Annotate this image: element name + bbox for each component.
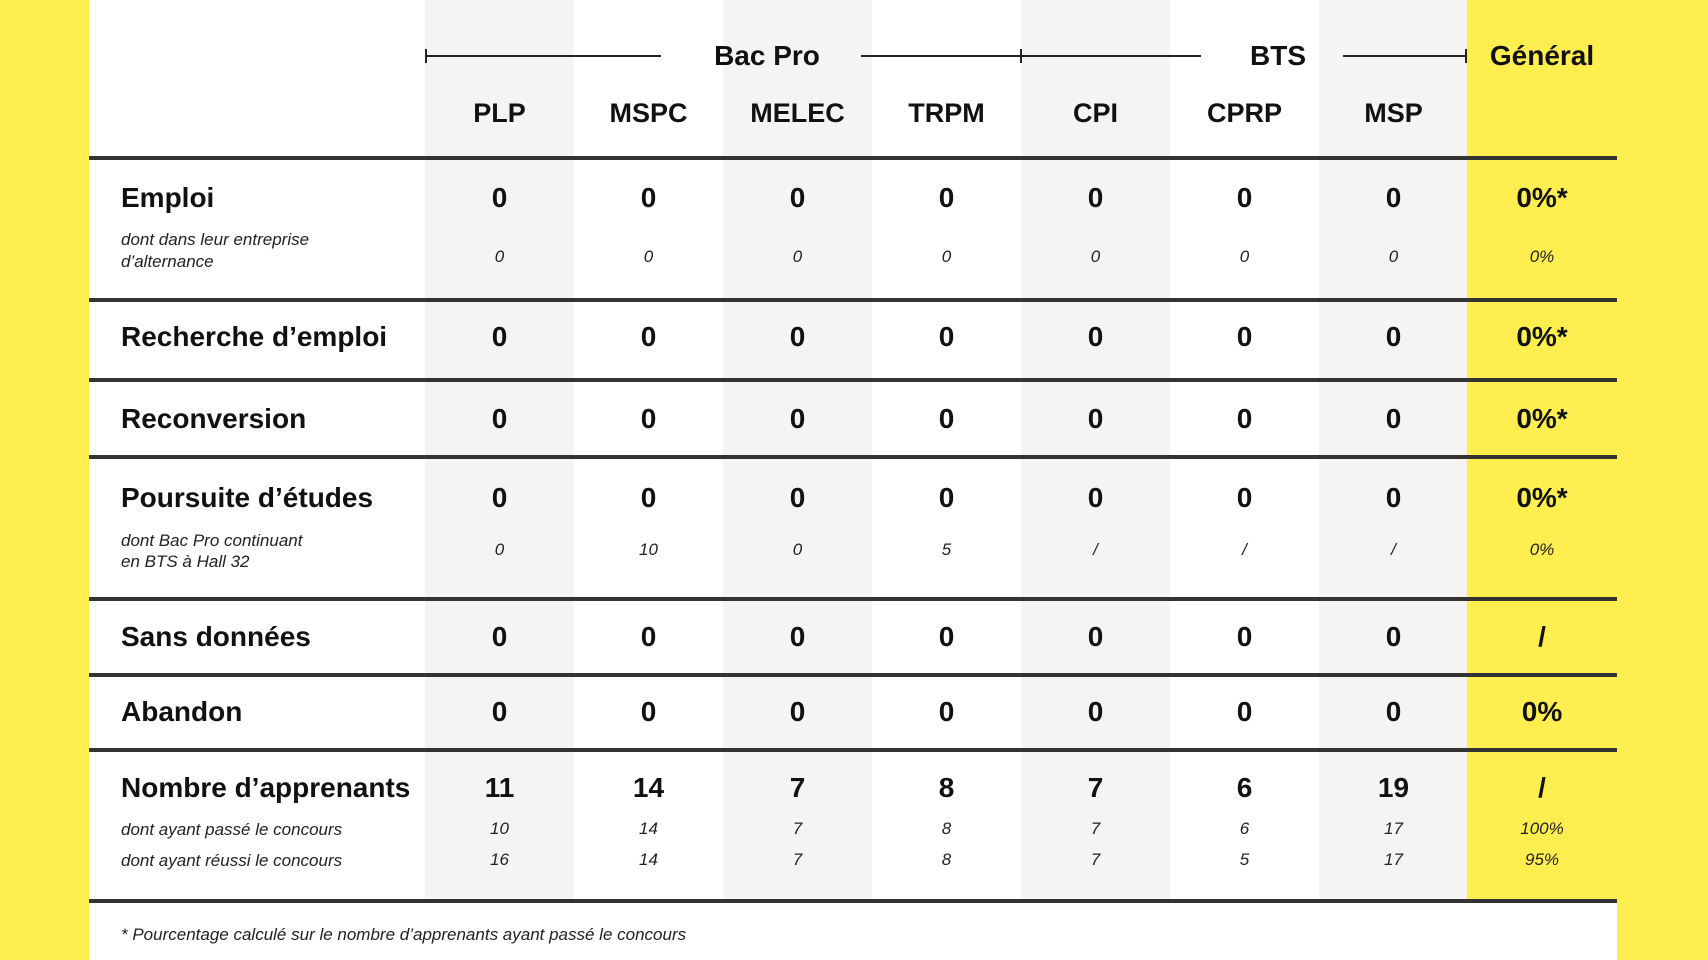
value-cell: 0 (1236, 621, 1253, 652)
value-cell: 0 (1385, 321, 1402, 352)
value-cell: 0 (1087, 621, 1104, 652)
column-shade-cpi (1021, 0, 1170, 901)
value-cell: 7 (789, 772, 806, 803)
sub-value-cell: 8 (941, 850, 952, 869)
sub-value-cell: 0 (643, 247, 654, 266)
value-cell: 0 (1087, 321, 1104, 352)
value-cell: 0 (640, 621, 657, 652)
value-cell: 0 (789, 182, 806, 213)
value-cell: 0 (1087, 482, 1104, 513)
value-cell: 0 (938, 182, 955, 213)
value-cell: 0 (938, 321, 955, 352)
footnote: * Pourcentage calculé sur le nombre d’apprenants ayant passé le concours (121, 925, 687, 944)
value-cell: 0 (640, 696, 657, 727)
value-cell: 6 (1236, 772, 1253, 803)
value-cell: 0 (1385, 621, 1402, 652)
sub-value-cell: 17 (1384, 819, 1403, 838)
row-label: Reconversion (121, 403, 307, 434)
row-sub-label: en BTS à Hall 32 (121, 552, 250, 571)
sub-value-cell: 10 (639, 540, 658, 559)
sub-value-cell: 14 (639, 819, 658, 838)
sub-value-cell: 0 (792, 540, 803, 559)
value-cell: 0 (789, 482, 806, 513)
bts-line-right (1343, 55, 1467, 57)
row-label: Emploi (121, 182, 215, 213)
row-divider (89, 378, 1617, 382)
row-label: Nombre d’apprenants (121, 772, 411, 803)
general-sub-cell: 95% (1524, 850, 1560, 869)
value-cell: 0 (1087, 696, 1104, 727)
general-cell: / (1538, 772, 1546, 803)
column-shade-melec (723, 0, 872, 901)
sub-value-cell: 7 (792, 850, 803, 869)
sub-value-cell: 17 (1384, 850, 1403, 869)
sub-value-cell: 16 (490, 850, 509, 869)
column-header-mspc: MSPC (609, 98, 688, 128)
column-header-cprp: CPRP (1206, 98, 1282, 128)
value-cell: 14 (632, 772, 665, 803)
sub-value-cell: 7 (792, 819, 803, 838)
value-cell: 0 (1236, 182, 1253, 213)
value-cell: 0 (1236, 482, 1253, 513)
value-cell: 0 (938, 482, 955, 513)
sub-value-cell: 5 (1239, 850, 1250, 869)
row-label: Recherche d’emploi (121, 321, 388, 352)
value-cell: 8 (938, 772, 955, 803)
value-cell: 0 (491, 482, 508, 513)
sub-value-cell: 7 (1090, 819, 1101, 838)
row-divider (89, 298, 1617, 302)
value-cell: 0 (1087, 182, 1104, 213)
value-cell: 0 (789, 321, 806, 352)
general-cell: 0%* (1516, 403, 1568, 434)
sub-value-cell: / (1093, 540, 1098, 559)
sub-value-cell: / (1242, 540, 1247, 559)
general-column-highlight (1467, 0, 1617, 901)
sub-value-cell: / (1391, 540, 1396, 559)
sub-value-cell: 10 (490, 819, 509, 838)
value-cell: 0 (938, 621, 955, 652)
row-sub-label: dont ayant réussi le concours (121, 851, 343, 870)
column-header-plp: PLP (473, 98, 526, 128)
group-bts: BTS (1250, 40, 1306, 71)
general-cell: 0%* (1516, 321, 1568, 352)
value-cell: 0 (640, 321, 657, 352)
column-header-trpm: TRPM (908, 98, 985, 128)
results-table (89, 0, 1617, 960)
row-label: Abandon (121, 696, 243, 727)
general-cell: 0%* (1516, 182, 1568, 213)
right-yellow-margin (1617, 0, 1708, 960)
row-divider (89, 455, 1617, 459)
value-cell: 0 (1087, 403, 1104, 434)
column-header-cpi: CPI (1072, 98, 1118, 128)
sub-value-cell: 0 (494, 247, 505, 266)
value-cell: 0 (640, 182, 657, 213)
sub-value-cell: 0 (941, 247, 952, 266)
row-sub-label: dont Bac Pro continuant (121, 531, 303, 550)
general-cell: / (1538, 621, 1546, 652)
general-cell: 0%* (1516, 482, 1568, 513)
value-cell: 0 (1385, 482, 1402, 513)
general-cell: 0% (1521, 696, 1563, 727)
value-cell: 0 (1385, 403, 1402, 434)
column-shade-msp (1319, 0, 1468, 901)
sub-value-cell: 6 (1239, 819, 1250, 838)
value-cell: 0 (640, 482, 657, 513)
value-cell: 11 (484, 772, 515, 803)
sub-value-cell: 5 (941, 540, 952, 559)
value-cell: 0 (789, 696, 806, 727)
group-bac-pro: Bac Pro (714, 40, 820, 71)
left-yellow-margin (0, 0, 89, 960)
sub-value-cell: 7 (1090, 850, 1101, 869)
row-label: Poursuite d’études (121, 482, 374, 513)
value-cell: 0 (1385, 696, 1402, 727)
row-divider (89, 748, 1617, 752)
column-header-msp: MSP (1364, 98, 1423, 128)
general-sub-cell: 0% (1529, 540, 1555, 559)
column-shade-plp (425, 0, 574, 901)
general-sub-cell: 100% (1520, 819, 1564, 838)
value-cell: 0 (491, 182, 508, 213)
value-cell: 0 (491, 696, 508, 727)
value-cell: 19 (1377, 772, 1410, 803)
value-cell: 0 (491, 621, 508, 652)
sub-value-cell: 0 (1090, 247, 1101, 266)
row-sub-label: dont dans leur entreprise d’alternance (121, 230, 310, 271)
value-cell: 0 (938, 696, 955, 727)
column-header-melec: MELEC (750, 98, 845, 128)
bac-pro-line-left (425, 55, 661, 57)
value-cell: 0 (1236, 321, 1253, 352)
value-cell: 0 (491, 403, 508, 434)
value-cell: 0 (938, 403, 955, 434)
row-sub-label: dont ayant passé le concours (121, 820, 343, 839)
value-cell: 0 (640, 403, 657, 434)
sub-value-cell: 0 (1388, 247, 1399, 266)
value-cell: 7 (1087, 772, 1104, 803)
value-cell: 0 (1236, 696, 1253, 727)
sub-value-cell: 0 (494, 540, 505, 559)
sub-value-cell: 14 (639, 850, 658, 869)
group-general: Général (1489, 40, 1595, 71)
value-cell: 0 (1385, 182, 1402, 213)
value-cell: 0 (491, 321, 508, 352)
sub-value-cell: 8 (941, 819, 952, 838)
sub-value-cell: 0 (792, 247, 803, 266)
value-cell: 0 (789, 403, 806, 434)
row-divider (89, 597, 1617, 601)
value-cell: 0 (789, 621, 806, 652)
row-divider (89, 673, 1617, 677)
row-divider (89, 156, 1617, 160)
row-divider (89, 899, 1617, 903)
sub-value-cell: 0 (1239, 247, 1250, 266)
value-cell: 0 (1236, 403, 1253, 434)
row-label: Sans données (121, 621, 311, 652)
bts-line-left (1021, 55, 1201, 57)
general-sub-cell: 0% (1529, 247, 1555, 266)
